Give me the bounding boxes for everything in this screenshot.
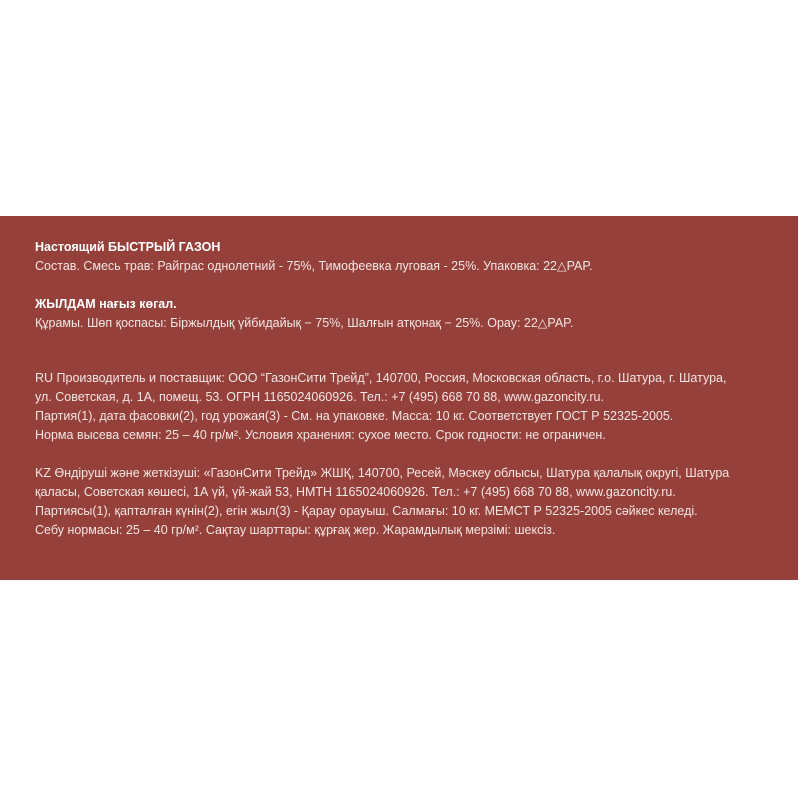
ru-info-line: Партия(1), дата фасовки(2), год урожая(3) - См. на упаковке. Масса: 10 кг. Соответствует ГОСТ Р 52325-2005. [35, 409, 674, 423]
ru-info-line: RU Производитель и поставщик: ООО “ГазонСити Трейд”, 140700, Россия, Московская область, г.о. Шатура, г. Шатура, [35, 371, 727, 385]
kz-manufacturer-info [35, 464, 788, 540]
ru-info-line: Норма высева семян: 25 – 40 гр/м². Условия хранения: сухое место. Срок годности: не ограничен. [35, 428, 606, 442]
ru-product-composition: Состав. Смесь трав: Райграс однолетний - 75%, Тимофеевка луговая - 25%. Упаковка: 22△PAP. [35, 259, 593, 273]
kz-product-section [35, 295, 788, 333]
kz-info-line: KZ Өндіруші және жеткізуші: «ГазонСити Трейд» ЖШҚ, 140700, Ресей, Мәскеу облысы, Шатура қалалық округі, Шатура [35, 466, 730, 480]
kz-product-title: ЖЫЛДАМ нағыз көгал. [35, 297, 177, 311]
kz-product-composition: Құрамы. Шөп қоспасы: Біржылдық үйбидайық − 75%, Шалғын атқонақ − 25%. Орау: 22△PAP. [35, 316, 574, 330]
ru-manufacturer-info [35, 369, 788, 445]
ru-product-section [35, 238, 788, 276]
ru-info-line: ул. Советская, д. 1А, помещ. 53. ОГРН 1165024060926. Тел.: +7 (495) 668 70 88, www.gazoncity.ru. [35, 390, 604, 404]
kz-info-line: Себу нормасы: 25 – 40 гр/м². Сақтау шарттары: құрғақ жер. Жарамдылық мерзімі: шексіз. [35, 523, 556, 537]
kz-info-line: қаласы, Советская көшесі, 1А үй, үй-жай 53, НМТН 1165024060926. Тел.: +7 (495) 668 70 88, www.gazoncity.ru. [35, 485, 676, 499]
ru-product-title: Настоящий БЫСТРЫЙ ГАЗОН [35, 240, 221, 254]
product-label-panel [0, 216, 798, 580]
kz-info-line: Партиясы(1), қапталған күнін(2), егін жыл(3) - Қарау орауыш. Салмағы: 10 кг. МЕМСТ Р 52325-2005 сәйкес келеді. [35, 504, 698, 518]
